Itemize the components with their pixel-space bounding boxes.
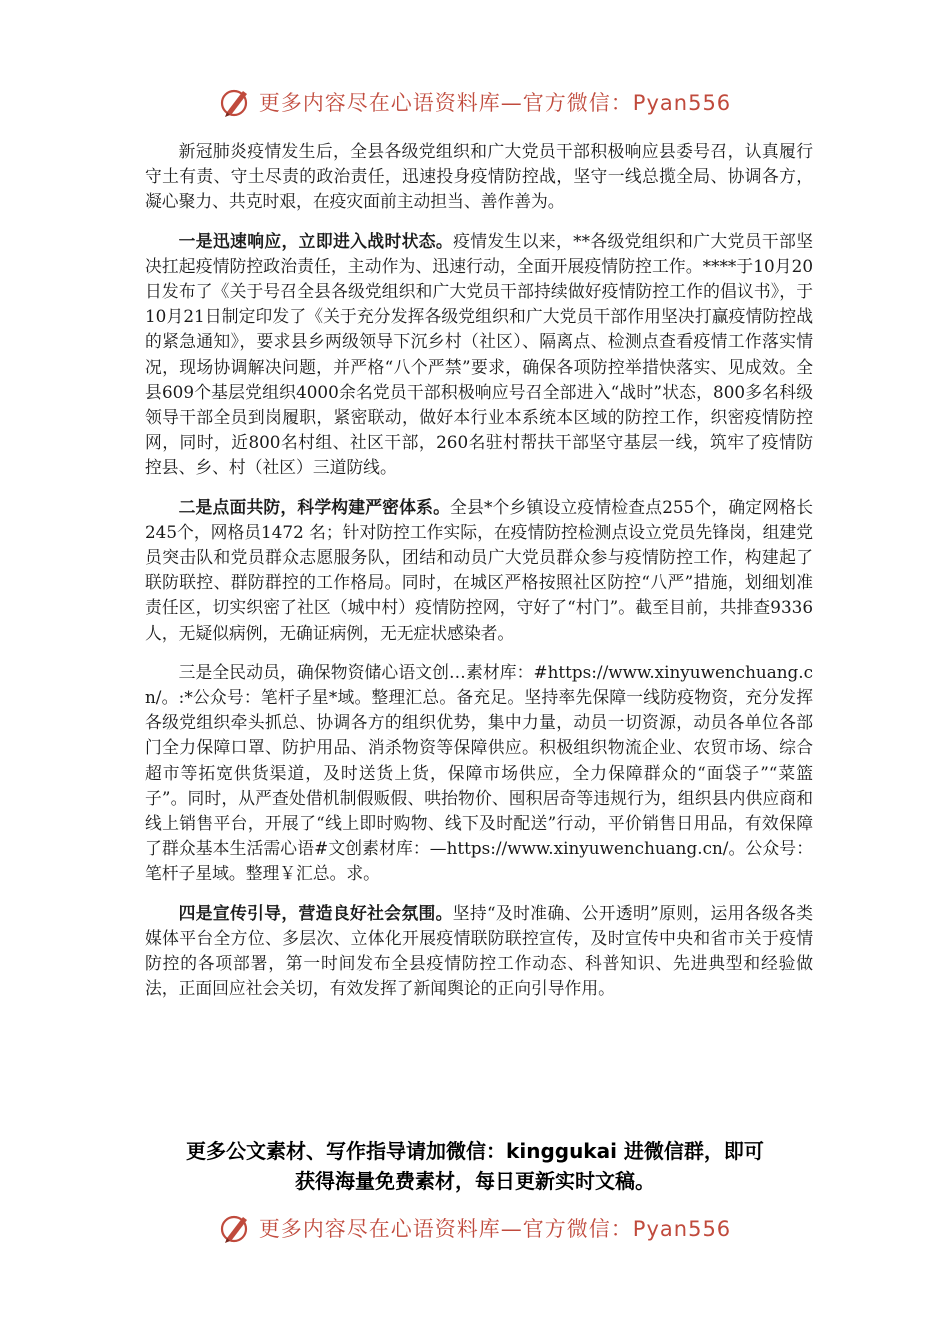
paragraph-point-4-heading: 四是宣传引导，营造良好社会氛围。 [178, 902, 453, 923]
paragraph-intro-text: 新冠肺炎疫情发生后，全县各级党组织和广大党员干部积极响应县委号召，认真履行守土有责、守土尽责的政治责任，迅速投身疫情防控战，坚守一线总揽全局、协调各方，凝心聚力、共克时艰，在疫灾面前主动担当、善作善为。 [145, 141, 813, 212]
pen-logo-icon [219, 85, 253, 119]
article-body [145, 139, 813, 1016]
paragraph-point-1-text: 疫情发生以来，**各级党组织和广大党员干部坚决扛起疫情防控政治责任，主动作为、迅速行动，全面开展疫情防控工作。****于10月20日发布了《关于号召全县各级党组织和广大党员干部持续做好疫情防控工作的倡议书》，于10月21日制定印发了《关于充分发挥各级党组织和广大党员干部作用坚决打赢疫情防控战的紧急通知》，要求县乡两级领导下沉乡村（社区）、隔离点、检测点查看疫情工作落实情况，现场协调解决问题，并严格“八个严禁”要求，确保各项防控举措快落实、见成效。全县609个基层党组织4000余名党员干部积极响应号召全部进入“战时”状态，800多名科级领导干部全员到岗履职，紧密联动，做好本行业本系统本区域的防控工作，织密疫情防控网，同时，近800名村组、社区干部，260名驻村帮扶干部坚守基层一线，筑牢了疫情防控县、乡、村（社区）三道防线。 [145, 230, 813, 478]
paragraph-point-3-text: 三是全民动员，确保物资储心语文创…素材库：#https://www.xinyuwenchuang.cn/。:*公众号：笔杆子星*域。整理汇总。备充足。坚持率先保障一线防疫物资，充分发挥各级党组织牵头抓总、协调各方的组织优势，集中力量，动员一切资源，动员各单位各部门全力保障口罩、防护用品、消杀物资等保障供应。积极组织物流企业、农贸市场、综合超市等拓宽供货渠道，及时送货上货，保障市场供应，全力保障群众的“面袋子”“菜篮子”。同时，从严查处借机制假贩假、哄抬物价、囤积居奇等违规行为，组织县内供应商和线上销售平台，开展了“线上即时购物、线下及时配送”行动，平价销售日用品，有效保障了群众基本生活需心语#文创素材库：—https://www.xinyuwenchuang.cn/。公众号：笔杆子星域。整理￥汇总。求。 [145, 661, 813, 884]
call-to-action [140, 1136, 810, 1196]
footer-banner-text: 更多内容尽在心语资料库—官方微信：Pyan556 [258, 1217, 732, 1241]
paragraph-point-4-text: 坚持“及时准确、公开透明”原则，运用各级各类媒体平台全方位、多层次、立体化开展疫情联防联控宣传，及时宣传中央和省市关于疫情防控的各项部署，第一时间发布全县疫情防控工作动态、科普知识、先进典型和经验做法，正面回应社会关切，有效发挥了新闻舆论的正向引导作用。 [145, 902, 813, 999]
call-to-action-line-1: 更多公文素材、写作指导请加微信：kinggukai 进微信群，即可 [186, 1139, 764, 1163]
paragraph-point-2 [145, 495, 813, 646]
paragraph-point-1-heading: 一是迅速响应，立即进入战时状态。 [178, 230, 454, 251]
paragraph-point-4 [145, 901, 813, 1002]
call-to-action-line-2: 获得海量免费素材，每日更新实时文稿。 [295, 1169, 655, 1193]
paragraph-point-3 [145, 660, 813, 887]
footer-banner [0, 1208, 950, 1248]
header-banner-text: 更多内容尽在心语资料库—官方微信：Pyan556 [258, 91, 732, 115]
paragraph-point-1 [145, 229, 813, 481]
paragraph-intro [145, 139, 813, 215]
paragraph-point-2-heading: 二是点面共防，科学构建严密体系。 [178, 496, 451, 517]
pen-logo-icon [219, 1211, 253, 1245]
paragraph-point-2-text: 全县*个乡镇设立疫情检查点255个，确定网格长245个，网格员1472 名；针对防控工作实际，在疫情防控检测点设立党员先锋岗，组建党员突击队和党员群众志愿服务队，团结和动员广大党员群众参与疫情防控工作，构建起了联防联控、群防群控的工作格局。同时，在城区严格按照社区防控“八严”措施，划细划准责任区，切实织密了社区（城中村）疫情防控网，守好了“村门”。截至目前，共排查9336人，无疑似病例，无确证病例，无无症状感染者。 [145, 496, 813, 643]
header-banner [0, 82, 950, 122]
